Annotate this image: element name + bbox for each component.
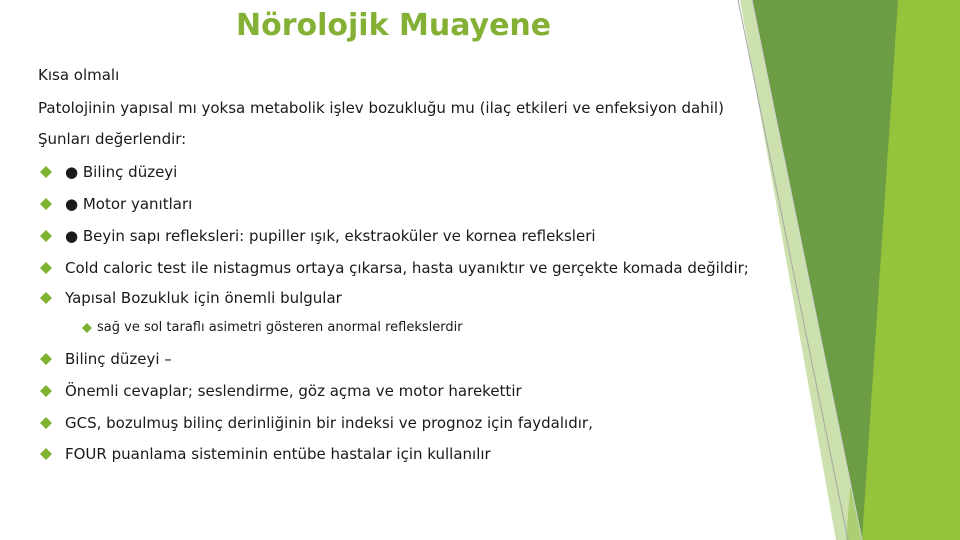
bullet-text: Önemli cevaplar; seslendirme, göz açma ve motor harekettir <box>65 382 522 400</box>
diamond-bullet-icon <box>40 198 52 210</box>
bullet-text: ● Beyin sapı refleksleri: pupiller ışık, ekstraoküler ve kornea refleksleri <box>65 227 596 245</box>
bullet-text: Yapısal Bozukluk için önemli bulgular <box>65 289 342 307</box>
diamond-bullet-icon <box>40 417 52 429</box>
slide-title: Nörolojik Muayene <box>236 8 552 43</box>
bullet-text: Bilinç düzeyi – <box>65 350 172 368</box>
diamond-bullet-icon <box>82 323 92 333</box>
text-line: Şunları değerlendir: <box>38 130 187 148</box>
bullet-text: ● Bilinç düzeyi <box>65 163 178 181</box>
diamond-bullet-icon <box>40 230 52 242</box>
diamond-bullet-icon <box>40 292 52 304</box>
text-line: Kısa olmalı <box>38 66 120 84</box>
diamond-bullet-icon <box>40 385 52 397</box>
text-line: Patolojinin yapısal mı yoksa metabolik işlev bozukluğu mu (ilaç etkileri ve enfeksiyon dahil) <box>38 99 724 117</box>
bullet-text: GCS, bozulmuş bilinç derinliğinin bir indeksi ve prognoz için faydalıdır, <box>65 414 593 432</box>
diamond-bullet-icon <box>40 353 52 365</box>
diamond-bullet-icon <box>40 166 52 178</box>
diamond-bullet-icon <box>40 262 52 274</box>
sub-bullet-text: sağ ve sol taraflı asimetri gösteren anormal reflekslerdir <box>97 320 463 335</box>
bullet-text: ● Motor yanıtları <box>65 195 193 213</box>
bullet-text: Cold caloric test ile nistagmus ortaya çıkarsa, hasta uyanıktır ve gerçekte komada değildir; <box>65 259 749 277</box>
bullet-text: FOUR puanlama sisteminin entübe hastalar için kullanılır <box>65 445 491 463</box>
diamond-bullet-icon <box>40 448 52 460</box>
